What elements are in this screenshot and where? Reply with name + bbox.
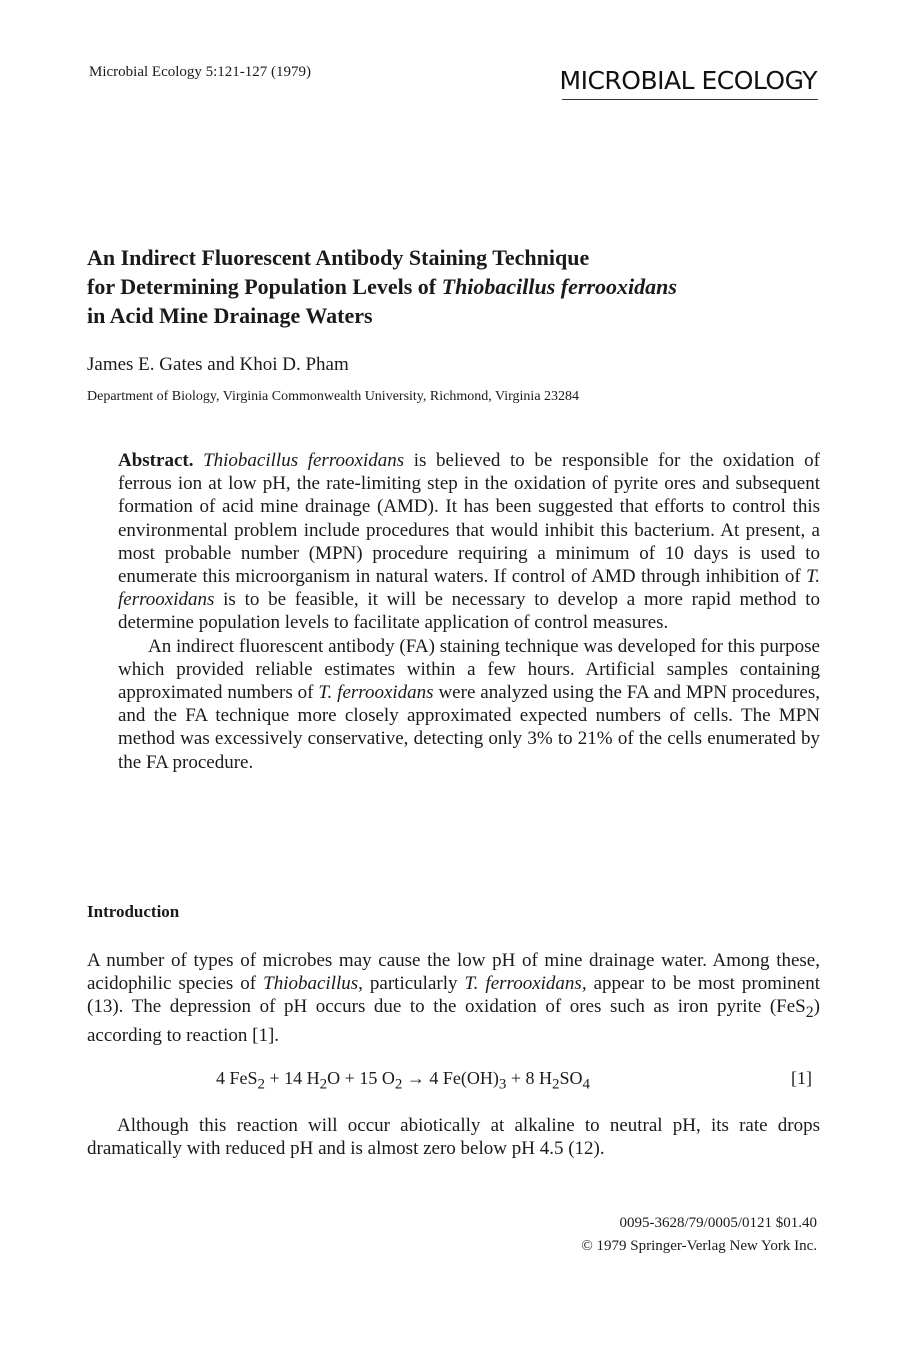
journal-reference: Microbial Ecology 5:121-127 (1979)	[89, 64, 312, 80]
equation-number: [1]	[791, 1068, 812, 1088]
article-title	[87, 243, 827, 330]
title-line-2-text: for Determining Population Levels of	[87, 274, 442, 299]
section-heading-introduction: Introduction	[87, 902, 180, 921]
intro-text: ) according to reaction [1].	[87, 996, 820, 1047]
eq-term: + 14 H	[265, 1068, 320, 1088]
intro-text: appear to be most prominent (13). The depression of pH occurs due to the oxidation of ores such as iron pyrite (FeS	[87, 973, 821, 1018]
eq-subscript: 2	[319, 1076, 328, 1093]
title-line-2	[87, 272, 827, 301]
affiliation: Department of Biology, Virginia Commonwealth University, Richmond, Virginia 23284	[87, 389, 580, 404]
abstract-species: Thiobacillus ferrooxidans	[203, 450, 405, 471]
title-species: Thiobacillus ferrooxidans	[441, 274, 677, 299]
abstract-species: T. ferrooxidans	[318, 682, 434, 704]
intro-text: A number of types of microbes may cause the low pH of mine drainage water. Among these, acidophilic species of	[87, 950, 820, 995]
eq-subscript: 2	[257, 1076, 266, 1093]
eq-term: → 4 Fe(OH)	[402, 1068, 499, 1088]
intro-genus: Thiobacillus,	[263, 973, 363, 995]
eq-subscript: 2	[394, 1076, 403, 1093]
introduction-paragraph-2	[87, 1114, 820, 1160]
journal-masthead: MICROBIAL ECOLOGY	[559, 66, 817, 95]
abstract-paragraph-1	[118, 449, 820, 635]
abstract-label: Abstract.	[118, 450, 194, 471]
intro-species: T. ferrooxidans,	[464, 973, 587, 995]
intro-subscript: 2	[805, 1004, 814, 1022]
introduction-paragraph-1	[87, 949, 820, 1048]
abstract-text: is believed to be responsible for the oxidation of ferrous ion at low pH, the rate-limiting step in the oxidation of pyrite ores and subsequent formation of acid mine drainage (AMD). It has been suggested that efforts to control this environmental problem include procedures that would inhibit this bacterium. At present, a most probable number (MPN) procedure requiring a minimum of 10 days is used to enumerate this microorganism in natural waters. If control of AMD through inhibition of	[118, 450, 820, 588]
equation-1	[216, 1068, 590, 1094]
intro-text: Although this reaction will occur abiotically at alkaline to neutral pH, its rate drops dramatically with reduced pH and is almost zero below pH 4.5 (12).	[87, 1115, 820, 1160]
copyright: © 1979 Springer-Verlag New York Inc.	[581, 1238, 817, 1254]
eq-subscript: 4	[582, 1076, 590, 1093]
eq-subscript: 3	[498, 1076, 507, 1093]
title-line-3: in Acid Mine Drainage Waters	[87, 303, 373, 328]
masthead-rule	[562, 99, 818, 100]
abstract-species: T. ferrooxidans	[118, 566, 820, 611]
eq-term: 4 FeS	[216, 1068, 258, 1088]
abstract-text: were analyzed using the FA and MPN procedures, and the FA technique more closely approximated expected numbers of cells. The MPN method was excessively conservative, detecting only 3% to 21% of the cells enumerated by the FA procedure.	[118, 682, 820, 773]
intro-text: particularly	[362, 973, 465, 995]
abstract-text: is to be feasible, it will be necessary to develop a more rapid method to determine population levels to facilitate application of control measures.	[118, 589, 820, 634]
eq-subscript: 2	[551, 1076, 560, 1093]
eq-term: + 8 H	[506, 1068, 552, 1088]
article-code: 0095-3628/79/0005/0121 $01.40	[619, 1215, 817, 1231]
authors: James E. Gates and Khoi D. Pham	[87, 354, 349, 375]
eq-term: SO	[559, 1068, 583, 1088]
abstract-text: An indirect fluorescent antibody (FA) staining technique was developed for this purpose which provided reliable estimates within a few hours. Artificial samples containing approximated numbers of	[118, 635, 820, 704]
abstract	[118, 449, 820, 774]
eq-term: O + 15 O	[327, 1068, 395, 1088]
title-line-1: An Indirect Fluorescent Antibody Staining Technique	[87, 245, 590, 270]
abstract-paragraph-2	[118, 635, 820, 774]
